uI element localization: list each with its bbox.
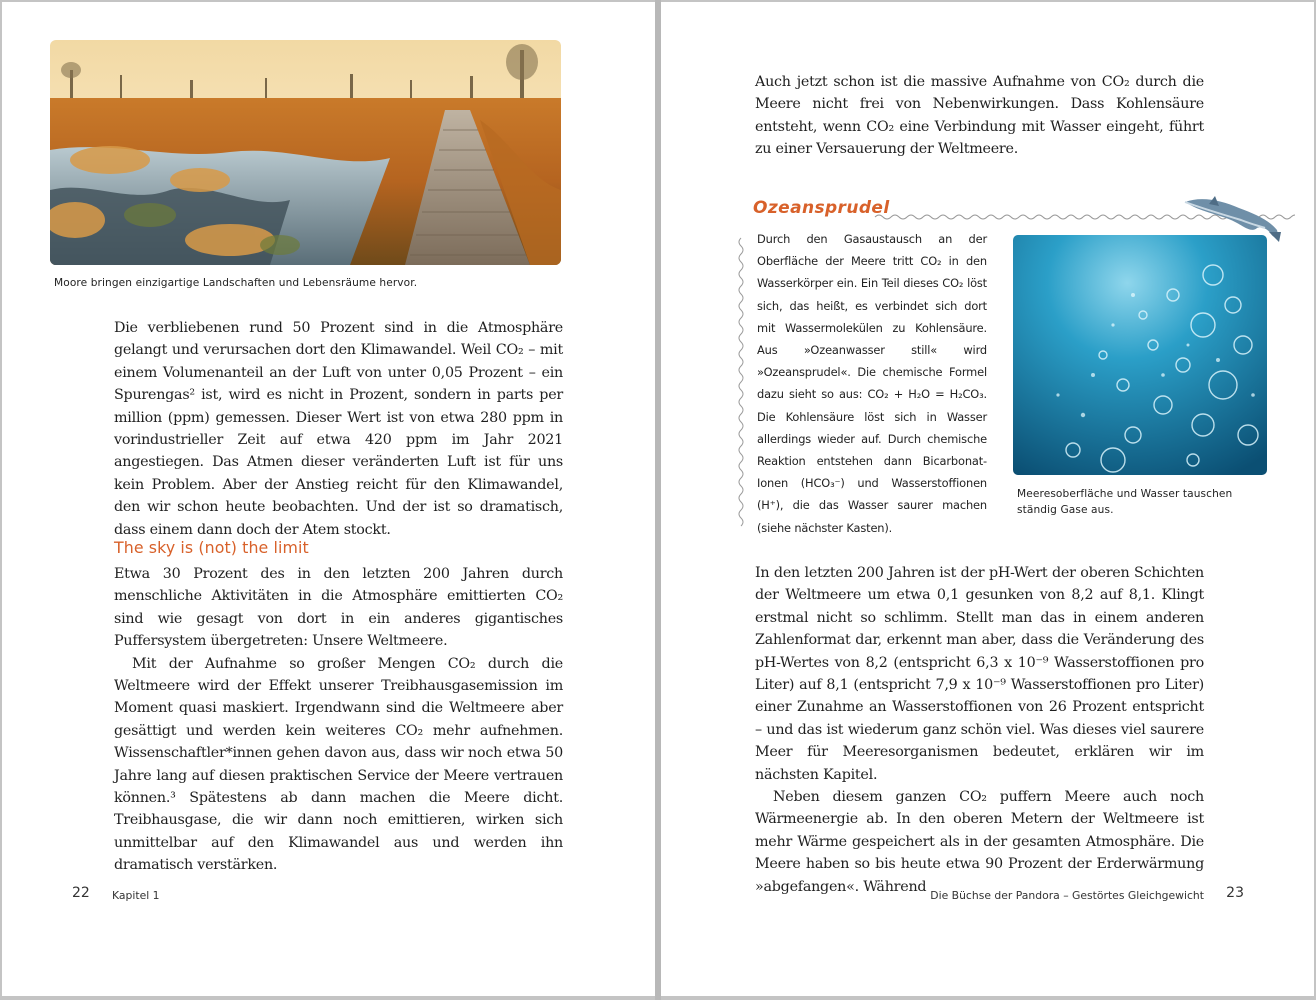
right-paragraph-1 <box>755 71 1204 161</box>
right-page <box>661 2 1314 996</box>
paragraph-text: Die verbliebenen rund 50 Prozent sind in die Atmosphäre gelangt und verursachen dort den Klimawandel. Weil CO₂ – mit einem Volumenanteil an der Luft von unter 0,05 Prozent – ein Spurengas² ist, wird es nicht in Prozent, sondern in parts per million (ppm) gemessen. Dieser Wert ist von etwa 280 ppm in vorindustrieller Zeit auf etwa 420 ppm im Jahr 2021 angestiegen. Das Atmen dieser veränderten Luft ist für uns kein Problem. Aber der Anstieg reicht für den Klimawandel, den wir schon heute beobachten. Und der ist so dramatisch, dass einem dann doch der Atem stockt. <box>114 320 563 538</box>
left-paragraph-block-2 <box>114 563 563 877</box>
right-paragraph-block-2 <box>755 562 1204 898</box>
paragraph-text: Etwa 30 Prozent des in den letzten 200 Jahren durch menschliche Aktivitäten in die Atmosphäre emittierten CO₂ sind wie gesagt von dort in ein anderes gigantisches Puffersystem übergetreten: Unsere Weltmeere. <box>114 566 563 650</box>
ocean-bubbles-photo <box>1013 235 1267 475</box>
left-page <box>2 2 655 996</box>
moor-photo-caption: Moore bringen einzigartige Landschaften und Lebensräume hervor. <box>54 277 418 289</box>
ocean-photo-caption: Meeresoberfläche und Wasser tauschen ständig Gase aus. <box>1017 488 1233 516</box>
paragraph-text: In den letzten 200 Jahren ist der pH-Wert der oberen Schichten der Weltmeere um etwa 0,1 gesunken von 8,2 auf 8,1. Klingt erstmal nicht so schlimm. Stellt man das in einem anderen Zahlenformat dar, erkennt man aber, dass die Veränderung des pH-Wertes von 8,2 (entspricht 6,3 x 10⁻⁹ Wasserstoffionen pro Liter) auf 8,1 (entspricht 7,9 x 10⁻⁹ Wasserstoffionen pro Liter) einer Zunahme an Wasserstoffionen von 26 Prozent entspricht – und das ist wiederum ganz schön viel. Was dieses viel saurere Meer für Meeresorganismen bedeutet, erklären wir im nächsten Kapitel. <box>755 565 1204 783</box>
paragraph-text: Auch jetzt schon ist die massive Aufnahme von CO₂ durch die Meere nicht frei von Nebenwirkungen. Dass Kohlensäure entsteht, wenn CO₂ eine Verbindung mit Wasser eingeht, führt zu einer Versauerung der Weltmeere. <box>755 74 1204 158</box>
box-title: Ozeansprudel <box>753 198 890 218</box>
box-text <box>757 228 987 539</box>
moor-boardwalk-photo <box>50 40 561 265</box>
box-paragraph: Durch den Gasaustausch an der Oberfläche der Meere tritt CO₂ in den Wasserkörper ein. Ein Teil dieses CO₂ löst sich, das heißt, es verbindet sich dort mit Wassermolekülen zu Kohlensäure. Aus »Ozeanwasser still« wird »Ozeansprudel«. Die chemische Formel dazu sieht so aus: CO₂ + H₂O = H₂CO₃. Die Kohlensäure löst sich in Wasser allerdings wieder auf. Durch chemische Reaktion entstehen dann Bicarbonat-Ionen (HCO₃⁻) und Wasserstoffionen (H⁺), die das Wasser saurer machen (siehe nächster Kasten). <box>757 232 987 535</box>
page-number: 22 <box>72 885 90 901</box>
paragraph-text: Mit der Aufnahme so großer Mengen CO₂ durch die Weltmeere wird der Effekt unserer Treibhausgasemission im Moment quasi maskiert. Irgendwann sind die Weltmeere aber gesättigt und werden kein weiteres CO₂ mehr aufnehmen. Wissenschaftler*innen gehen davon aus, dass wir noch etwa 50 Jahre lang auf diesen praktischen Service der Meere vertrauen können.³ Spätestens ab dann machen die Meere dicht. Treibhausgase, die wir dann noch emittieren, wirken sich unmittelbar auf den Klimawandel aus und werden ihn dramatisch verstärken. <box>114 655 563 874</box>
page-number: 23 <box>1226 885 1244 901</box>
section-heading: The sky is (not) the limit <box>114 538 309 557</box>
running-footer: Die Büchse der Pandora – Gestörtes Gleichgewicht <box>930 889 1204 902</box>
info-box <box>735 198 1295 538</box>
left-paragraph-1 <box>114 317 563 541</box>
running-footer: Kapitel 1 <box>112 889 160 902</box>
paragraph-text: Neben diesem ganzen CO₂ puffern Meere auch noch Wärmeenergie ab. In den oberen Metern der Weltmeere ist mehr Wärme gespeichert als in der gesamten Atmosphäre. Die Meere haben so bis heute etwa 90 Prozent der Erderwärmung »abgefangen«. Während <box>755 789 1204 895</box>
